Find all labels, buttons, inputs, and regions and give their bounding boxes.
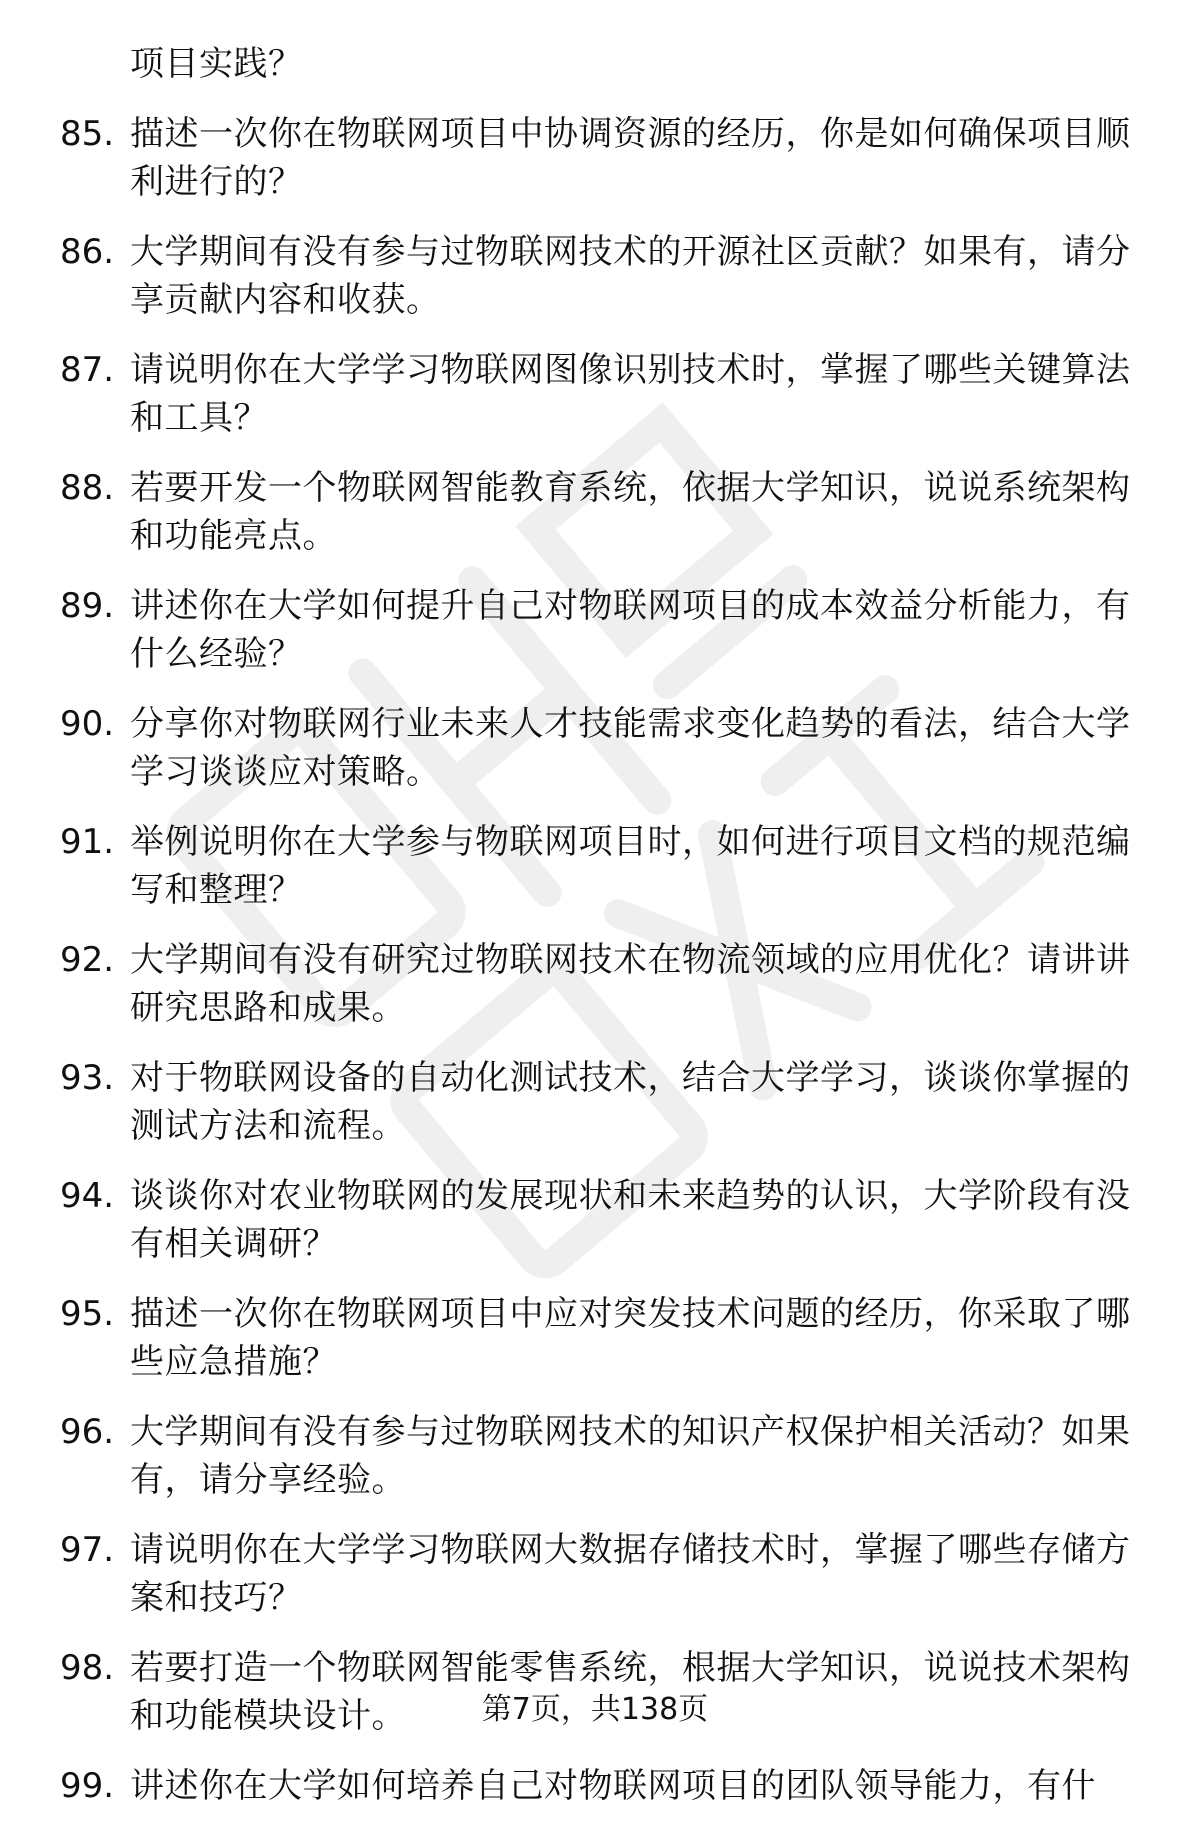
question-number: 89.: [60, 586, 115, 626]
question-item: [60, 346, 1140, 442]
question-item: [60, 818, 1140, 914]
question-item: [60, 700, 1140, 796]
question-number: 87.: [60, 350, 115, 390]
question-number: 99.: [60, 1766, 115, 1806]
question-item: [60, 110, 1140, 206]
question-number: 94.: [60, 1176, 115, 1216]
question-number: 85.: [60, 114, 115, 154]
question-number: 96.: [60, 1412, 115, 1452]
question-text: 若要开发一个物联网智能教育系统，依据大学知识，说说系统架构和功能亮点。: [130, 468, 1131, 556]
page-number-label: 第7页，共138页: [481, 1692, 709, 1727]
continued-question-text: 项目实践？: [130, 44, 303, 84]
question-text: 请说明你在大学学习物联网图像识别技术时，掌握了哪些关键算法和工具？: [130, 350, 1131, 438]
question-text: 描述一次你在物联网项目中协调资源的经历，你是如何确保项目顺利进行的？: [130, 114, 1131, 202]
question-item: [60, 1408, 1140, 1504]
question-number: 88.: [60, 468, 115, 508]
question-text: 讲述你在大学如何提升自己对物联网项目的成本效益分析能力，有什么经验？: [130, 586, 1131, 674]
question-item: [60, 464, 1140, 560]
question-number: 92.: [60, 940, 115, 980]
question-text: 举例说明你在大学参与物联网项目时，如何进行项目文档的规范编写和整理？: [130, 822, 1131, 910]
question-text: 请说明你在大学学习物联网大数据存储技术时，掌握了哪些存储方案和技巧？: [130, 1530, 1131, 1618]
question-text: 大学期间有没有参与过物联网技术的开源社区贡献？如果有，请分享贡献内容和收获。: [130, 232, 1131, 320]
question-number: 98.: [60, 1648, 115, 1688]
question-number: 86.: [60, 232, 115, 272]
question-text: 谈谈你对农业物联网的发展现状和未来趋势的认识，大学阶段有没有相关调研？: [130, 1176, 1131, 1264]
page-footer: [0, 1690, 1190, 1730]
question-item: [60, 1054, 1140, 1150]
question-item: [60, 1762, 1140, 1810]
question-item: [60, 228, 1140, 324]
question-item: [60, 1172, 1140, 1268]
question-text: 分享你对物联网行业未来人才技能需求变化趋势的看法，结合大学学习谈谈应对策略。: [130, 704, 1131, 792]
question-text: 大学期间有没有研究过物联网技术在物流领域的应用优化？请讲讲研究思路和成果。: [130, 940, 1131, 1028]
question-text: 若要打造一个物联网智能零售系统，根据大学知识，说说技术架构和功能模块设计。: [130, 1648, 1131, 1736]
question-text: 大学期间有没有参与过物联网技术的知识产权保护相关活动？如果有，请分享经验。: [130, 1412, 1131, 1500]
question-list: [60, 40, 1140, 1832]
question-text: 讲述你在大学如何培养自己对物联网项目的团队领导能力，有什: [130, 1766, 1096, 1806]
question-number: 95.: [60, 1294, 115, 1334]
question-item: [60, 582, 1140, 678]
question-item: [60, 936, 1140, 1032]
question-number: 91.: [60, 822, 115, 862]
question-item: [60, 1290, 1140, 1386]
question-number: 93.: [60, 1058, 115, 1098]
question-text: 对于物联网设备的自动化测试技术，结合大学学习，谈谈你掌握的测试方法和流程。: [130, 1058, 1131, 1146]
question-number: 90.: [60, 704, 115, 744]
question-number: 97.: [60, 1530, 115, 1570]
question-text: 描述一次你在物联网项目中应对突发技术问题的经历，你采取了哪些应急措施？: [130, 1294, 1131, 1382]
question-item: [60, 1526, 1140, 1622]
